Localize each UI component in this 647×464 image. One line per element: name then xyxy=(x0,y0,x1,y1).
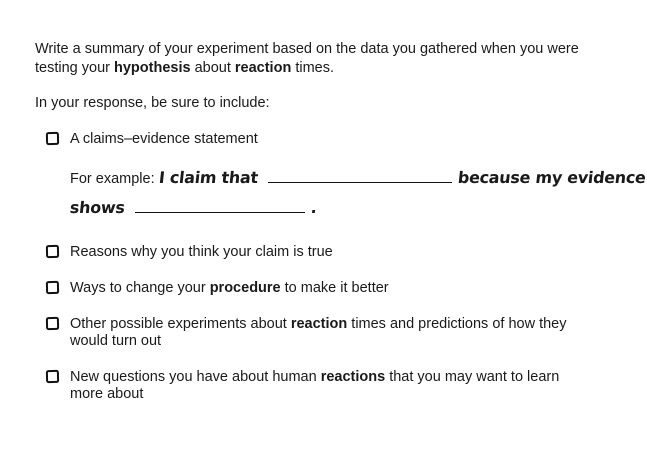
claim-blank-line xyxy=(268,168,452,183)
checkbox-icon[interactable] xyxy=(46,245,59,258)
checklist-item-label xyxy=(70,316,570,350)
checklist-item-label: Reasons why you think your claim is true xyxy=(70,244,333,260)
example-label: For example: xyxy=(70,171,159,187)
intro-bold-hypothesis: hypothesis xyxy=(114,60,191,76)
handwritten-shows: shows xyxy=(69,198,126,217)
intro-text: about xyxy=(190,60,235,76)
handwritten-period: . xyxy=(310,198,318,217)
checklist-item-label xyxy=(70,280,570,297)
intro-text: times. xyxy=(291,60,335,76)
item-bold-procedure: procedure xyxy=(209,280,281,296)
include-prompt: In your response, be sure to include: xyxy=(35,95,270,111)
item-text: Other possible experiments about xyxy=(70,316,291,332)
item-text: to make it better xyxy=(280,280,389,296)
checklist-item-label xyxy=(70,369,570,403)
handwritten-claim: I claim that xyxy=(157,168,259,187)
item-bold-reaction: reaction xyxy=(290,316,348,332)
checkbox-icon[interactable] xyxy=(46,281,59,294)
checkbox-icon[interactable] xyxy=(46,132,59,145)
item-text: that you may want to learn more about xyxy=(70,369,560,402)
item-bold-reactions: reactions xyxy=(320,369,386,385)
checkbox-icon[interactable] xyxy=(46,317,59,330)
checklist-item-label: A claims–evidence statement xyxy=(70,131,258,147)
instructions-paragraph xyxy=(35,40,595,78)
intro-text: Write a summary of your experiment based on the data you gathered when you were testing your xyxy=(35,41,579,76)
example-statement xyxy=(69,168,647,228)
handwritten-evidence: because my evidence xyxy=(457,168,647,187)
item-text: New questions you have about human xyxy=(70,369,321,385)
item-text: Ways to change your xyxy=(70,280,210,296)
evidence-blank-line xyxy=(135,198,305,213)
checkbox-icon[interactable] xyxy=(46,370,59,383)
intro-bold-reaction: reaction xyxy=(234,60,292,76)
item-text: times and predictions of how they would turn out xyxy=(70,316,567,349)
